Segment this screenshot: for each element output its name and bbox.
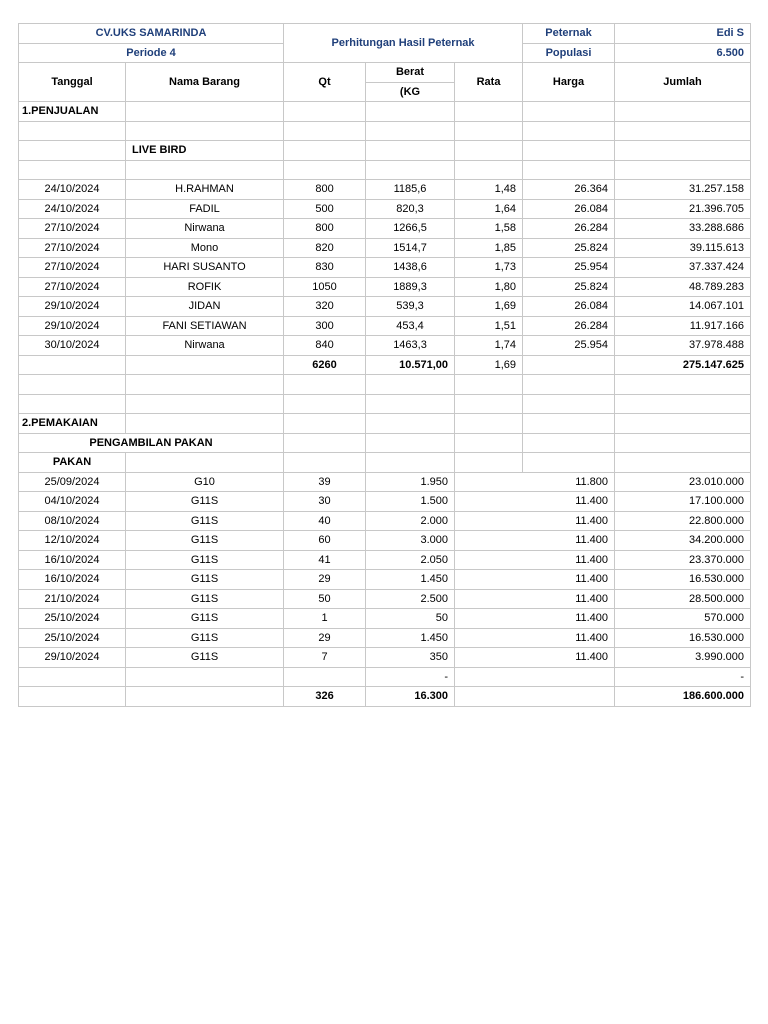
feed-type: G11S <box>126 492 284 512</box>
feed-qty: 29 <box>284 628 366 648</box>
empty-cell <box>615 121 751 141</box>
sales-weight: 539,3 <box>366 297 455 317</box>
sales-date: 29/10/2024 <box>19 297 126 317</box>
sales-amount: 14.067.101 <box>615 297 751 317</box>
sales-price: 25.824 <box>523 238 615 258</box>
empty-cell <box>19 141 126 161</box>
empty-cell <box>19 121 126 141</box>
feed-qty: 1 <box>284 609 366 629</box>
sales-amount: 39.115.613 <box>615 238 751 258</box>
feed-amount: 23.010.000 <box>615 472 751 492</box>
feed-row <box>19 648 751 668</box>
feed-amount: 16.530.000 <box>615 570 751 590</box>
sales-row <box>19 219 751 239</box>
sales-price: 26.364 <box>523 180 615 200</box>
subtitle-row <box>19 141 751 161</box>
populasi-value: 6.500 <box>615 43 751 63</box>
empty-cell <box>126 355 284 375</box>
empty-cell <box>284 102 366 122</box>
empty-cell <box>19 667 126 687</box>
empty-cell <box>284 141 366 161</box>
col-tanggal: Tanggal <box>19 63 126 102</box>
section-row <box>19 102 751 122</box>
feed-price: 11.400 <box>455 531 615 551</box>
feed-price: 11.400 <box>455 570 615 590</box>
sales-date: 29/10/2024 <box>19 316 126 336</box>
empty-cell <box>523 121 615 141</box>
empty-cell <box>126 453 284 473</box>
sales-price: 26.284 <box>523 316 615 336</box>
empty-cell <box>284 160 366 180</box>
feed-label: PAKAN <box>19 453 126 473</box>
sales-price: 25.954 <box>523 258 615 278</box>
feed-type: G11S <box>126 511 284 531</box>
feed-amount: 23.370.000 <box>615 550 751 570</box>
sales-date: 24/10/2024 <box>19 180 126 200</box>
empty-cell <box>615 160 751 180</box>
live-bird-subtitle: LIVE BIRD <box>126 141 284 161</box>
section-title-penjualan: 1.PENJUALAN <box>19 102 126 122</box>
sales-average: 1,69 <box>455 297 523 317</box>
feed-type: G11S <box>126 570 284 590</box>
feed-blank-weight: - <box>366 667 455 687</box>
empty-cell <box>366 141 455 161</box>
col-jumlah: Jumlah <box>615 63 751 102</box>
sales-date: 27/10/2024 <box>19 219 126 239</box>
empty-cell <box>615 375 751 395</box>
sales-weight: 1185,6 <box>366 180 455 200</box>
feed-weight: 2.000 <box>366 511 455 531</box>
empty-cell <box>284 375 366 395</box>
feed-type: G11S <box>126 609 284 629</box>
populasi-label: Populasi <box>523 43 615 63</box>
empty-cell <box>455 687 615 707</box>
spacer-row <box>19 394 751 414</box>
sales-average: 1,73 <box>455 258 523 278</box>
feed-amount: 28.500.000 <box>615 589 751 609</box>
feed-date: 16/10/2024 <box>19 570 126 590</box>
feed-qty: 39 <box>284 472 366 492</box>
feed-weight: 350 <box>366 648 455 668</box>
feed-qty: 7 <box>284 648 366 668</box>
feed-type: G11S <box>126 589 284 609</box>
empty-cell <box>523 102 615 122</box>
feed-price: 11.400 <box>455 511 615 531</box>
sales-buyer: FADIL <box>126 199 284 219</box>
sales-row <box>19 180 751 200</box>
sales-weight: 1889,3 <box>366 277 455 297</box>
sales-row <box>19 199 751 219</box>
feed-weight: 1.450 <box>366 628 455 648</box>
feed-weight: 50 <box>366 609 455 629</box>
empty-cell <box>284 394 366 414</box>
empty-cell <box>366 121 455 141</box>
feed-date: 12/10/2024 <box>19 531 126 551</box>
empty-cell <box>615 433 751 453</box>
sales-qty: 500 <box>284 199 366 219</box>
col-rata: Rata <box>455 63 523 102</box>
empty-cell <box>523 141 615 161</box>
empty-cell <box>455 375 523 395</box>
feed-weight: 1.500 <box>366 492 455 512</box>
sales-average: 1,48 <box>455 180 523 200</box>
sales-row <box>19 277 751 297</box>
sales-price: 26.084 <box>523 297 615 317</box>
feed-date: 25/10/2024 <box>19 609 126 629</box>
col-nama-barang: Nama Barang <box>126 63 284 102</box>
feed-weight: 2.500 <box>366 589 455 609</box>
empty-cell <box>19 355 126 375</box>
sales-qty: 300 <box>284 316 366 336</box>
sales-weight: 1266,5 <box>366 219 455 239</box>
feed-total-qty: 326 <box>284 687 366 707</box>
feed-date: 29/10/2024 <box>19 648 126 668</box>
empty-cell <box>126 414 284 434</box>
feed-amount: 3.990.000 <box>615 648 751 668</box>
sales-buyer: Mono <box>126 238 284 258</box>
sales-total-row <box>19 355 751 375</box>
sales-price: 26.084 <box>523 199 615 219</box>
empty-cell <box>366 102 455 122</box>
sales-weight: 1463,3 <box>366 336 455 356</box>
sales-buyer: H.RAHMAN <box>126 180 284 200</box>
empty-cell <box>523 453 615 473</box>
feed-row <box>19 472 751 492</box>
sales-buyer: ROFIK <box>126 277 284 297</box>
empty-cell <box>284 433 366 453</box>
empty-cell <box>126 375 284 395</box>
sales-buyer: HARI SUSANTO <box>126 258 284 278</box>
empty-cell <box>126 121 284 141</box>
sales-qty: 800 <box>284 180 366 200</box>
feed-date: 25/09/2024 <box>19 472 126 492</box>
feed-date: 16/10/2024 <box>19 550 126 570</box>
sales-total-amount: 275.147.625 <box>615 355 751 375</box>
empty-cell <box>455 453 523 473</box>
feed-row <box>19 550 751 570</box>
sales-average: 1,51 <box>455 316 523 336</box>
feed-qty: 29 <box>284 570 366 590</box>
sales-amount: 11.917.166 <box>615 316 751 336</box>
feed-total-row <box>19 687 751 707</box>
feed-type: G11S <box>126 648 284 668</box>
sales-buyer: Nirwana <box>126 219 284 239</box>
feed-weight: 1.950 <box>366 472 455 492</box>
feed-type: G11S <box>126 531 284 551</box>
feed-date: 04/10/2024 <box>19 492 126 512</box>
empty-cell <box>523 414 615 434</box>
empty-cell <box>523 160 615 180</box>
col-berat: Berat <box>366 63 455 83</box>
feed-price: 11.400 <box>455 609 615 629</box>
empty-cell <box>455 102 523 122</box>
feed-row <box>19 492 751 512</box>
spreadsheet <box>18 23 750 707</box>
feed-blank-amount: - <box>615 667 751 687</box>
sales-weight: 453,4 <box>366 316 455 336</box>
feed-weight: 3.000 <box>366 531 455 551</box>
sales-row <box>19 297 751 317</box>
sales-amount: 21.396.705 <box>615 199 751 219</box>
spacer-row <box>19 375 751 395</box>
feed-weight: 2.050 <box>366 550 455 570</box>
feed-qty: 50 <box>284 589 366 609</box>
sales-qty: 800 <box>284 219 366 239</box>
feed-amount: 22.800.000 <box>615 511 751 531</box>
sales-date: 27/10/2024 <box>19 277 126 297</box>
sales-qty: 840 <box>284 336 366 356</box>
sales-qty: 820 <box>284 238 366 258</box>
feed-price: 11.400 <box>455 648 615 668</box>
feed-price: 11.400 <box>455 550 615 570</box>
empty-cell <box>19 375 126 395</box>
empty-cell <box>19 687 126 707</box>
sales-price: 25.824 <box>523 277 615 297</box>
feed-amount: 16.530.000 <box>615 628 751 648</box>
feed-amount: 17.100.000 <box>615 492 751 512</box>
sales-weight: 820,3 <box>366 199 455 219</box>
subtitle-row <box>19 433 751 453</box>
empty-cell <box>615 102 751 122</box>
empty-cell <box>366 394 455 414</box>
sales-total-average: 1,69 <box>455 355 523 375</box>
column-header-row-1 <box>19 63 751 83</box>
period-label: Periode 4 <box>19 43 284 63</box>
calculation-table <box>18 23 751 707</box>
empty-cell <box>126 687 284 707</box>
sales-date: 27/10/2024 <box>19 258 126 278</box>
section-row <box>19 414 751 434</box>
feed-date: 08/10/2024 <box>19 511 126 531</box>
sales-average: 1,80 <box>455 277 523 297</box>
feed-total-weight: 16.300 <box>366 687 455 707</box>
empty-cell <box>366 453 455 473</box>
empty-cell <box>455 160 523 180</box>
sales-date: 24/10/2024 <box>19 199 126 219</box>
sales-date: 27/10/2024 <box>19 238 126 258</box>
sales-weight: 1438,6 <box>366 258 455 278</box>
empty-cell <box>284 121 366 141</box>
feed-total-amount: 186.600.000 <box>615 687 751 707</box>
feed-date: 25/10/2024 <box>19 628 126 648</box>
empty-cell <box>284 414 366 434</box>
empty-cell <box>126 667 284 687</box>
feed-price: 11.800 <box>455 472 615 492</box>
header-row-1 <box>19 24 751 44</box>
feed-qty: 40 <box>284 511 366 531</box>
col-qt: Qt <box>284 63 366 102</box>
empty-cell <box>455 121 523 141</box>
empty-cell <box>523 433 615 453</box>
empty-cell <box>366 433 455 453</box>
feed-weight: 1.450 <box>366 570 455 590</box>
feed-row <box>19 511 751 531</box>
peternak-value: Edi S <box>615 24 751 44</box>
sales-amount: 37.337.424 <box>615 258 751 278</box>
sales-row <box>19 336 751 356</box>
empty-cell <box>284 667 366 687</box>
empty-cell <box>523 375 615 395</box>
feed-blank-row <box>19 667 751 687</box>
sales-average: 1,64 <box>455 199 523 219</box>
sales-row <box>19 316 751 336</box>
sales-qty: 1050 <box>284 277 366 297</box>
sales-amount: 48.789.283 <box>615 277 751 297</box>
spacer-row <box>19 121 751 141</box>
sales-price: 25.954 <box>523 336 615 356</box>
company-name: CV.UKS SAMARINDA <box>19 24 284 44</box>
empty-cell <box>126 160 284 180</box>
empty-cell <box>366 375 455 395</box>
feed-type: G11S <box>126 550 284 570</box>
sales-total-weight: 10.571,00 <box>366 355 455 375</box>
feed-amount: 570.000 <box>615 609 751 629</box>
feed-price: 11.400 <box>455 628 615 648</box>
empty-cell <box>366 160 455 180</box>
feed-type: G10 <box>126 472 284 492</box>
feed-row <box>19 609 751 629</box>
empty-cell <box>523 355 615 375</box>
feed-row <box>19 628 751 648</box>
empty-cell <box>19 160 126 180</box>
sales-buyer: JIDAN <box>126 297 284 317</box>
section-title-pemakaian: 2.PEMAKAIAN <box>19 414 126 434</box>
feed-row <box>19 589 751 609</box>
sales-row <box>19 238 751 258</box>
empty-cell <box>455 141 523 161</box>
empty-cell <box>615 453 751 473</box>
sales-amount: 33.288.686 <box>615 219 751 239</box>
sales-weight: 1514,7 <box>366 238 455 258</box>
sales-amount: 31.257.158 <box>615 180 751 200</box>
subtitle-row <box>19 453 751 473</box>
sales-qty: 320 <box>284 297 366 317</box>
empty-cell <box>19 394 126 414</box>
empty-cell <box>126 394 284 414</box>
sales-buyer: FANI SETIAWAN <box>126 316 284 336</box>
empty-cell <box>455 433 523 453</box>
peternak-label: Peternak <box>523 24 615 44</box>
empty-cell <box>615 394 751 414</box>
sales-average: 1,58 <box>455 219 523 239</box>
empty-cell <box>366 414 455 434</box>
empty-cell <box>455 394 523 414</box>
feed-row <box>19 570 751 590</box>
sales-amount: 37.978.488 <box>615 336 751 356</box>
sheet-title: Perhitungan Hasil Peternak <box>284 24 523 63</box>
empty-cell <box>615 141 751 161</box>
feed-qty: 30 <box>284 492 366 512</box>
sales-qty: 830 <box>284 258 366 278</box>
spacer-row <box>19 160 751 180</box>
sales-buyer: Nirwana <box>126 336 284 356</box>
feed-qty: 41 <box>284 550 366 570</box>
feed-date: 21/10/2024 <box>19 589 126 609</box>
feed-price: 11.400 <box>455 492 615 512</box>
sales-price: 26.284 <box>523 219 615 239</box>
empty-cell <box>523 394 615 414</box>
empty-cell <box>455 667 615 687</box>
feed-row <box>19 531 751 551</box>
feed-type: G11S <box>126 628 284 648</box>
sales-date: 30/10/2024 <box>19 336 126 356</box>
sales-total-qty: 6260 <box>284 355 366 375</box>
col-berat-unit: (KG <box>366 82 455 102</box>
feed-price: 11.400 <box>455 589 615 609</box>
sales-average: 1,85 <box>455 238 523 258</box>
empty-cell <box>455 414 523 434</box>
sales-average: 1,74 <box>455 336 523 356</box>
empty-cell <box>126 102 284 122</box>
empty-cell <box>615 414 751 434</box>
feed-qty: 60 <box>284 531 366 551</box>
feed-subtitle: PENGAMBILAN PAKAN <box>19 433 284 453</box>
empty-cell <box>284 453 366 473</box>
feed-amount: 34.200.000 <box>615 531 751 551</box>
col-harga: Harga <box>523 63 615 102</box>
sales-row <box>19 258 751 278</box>
